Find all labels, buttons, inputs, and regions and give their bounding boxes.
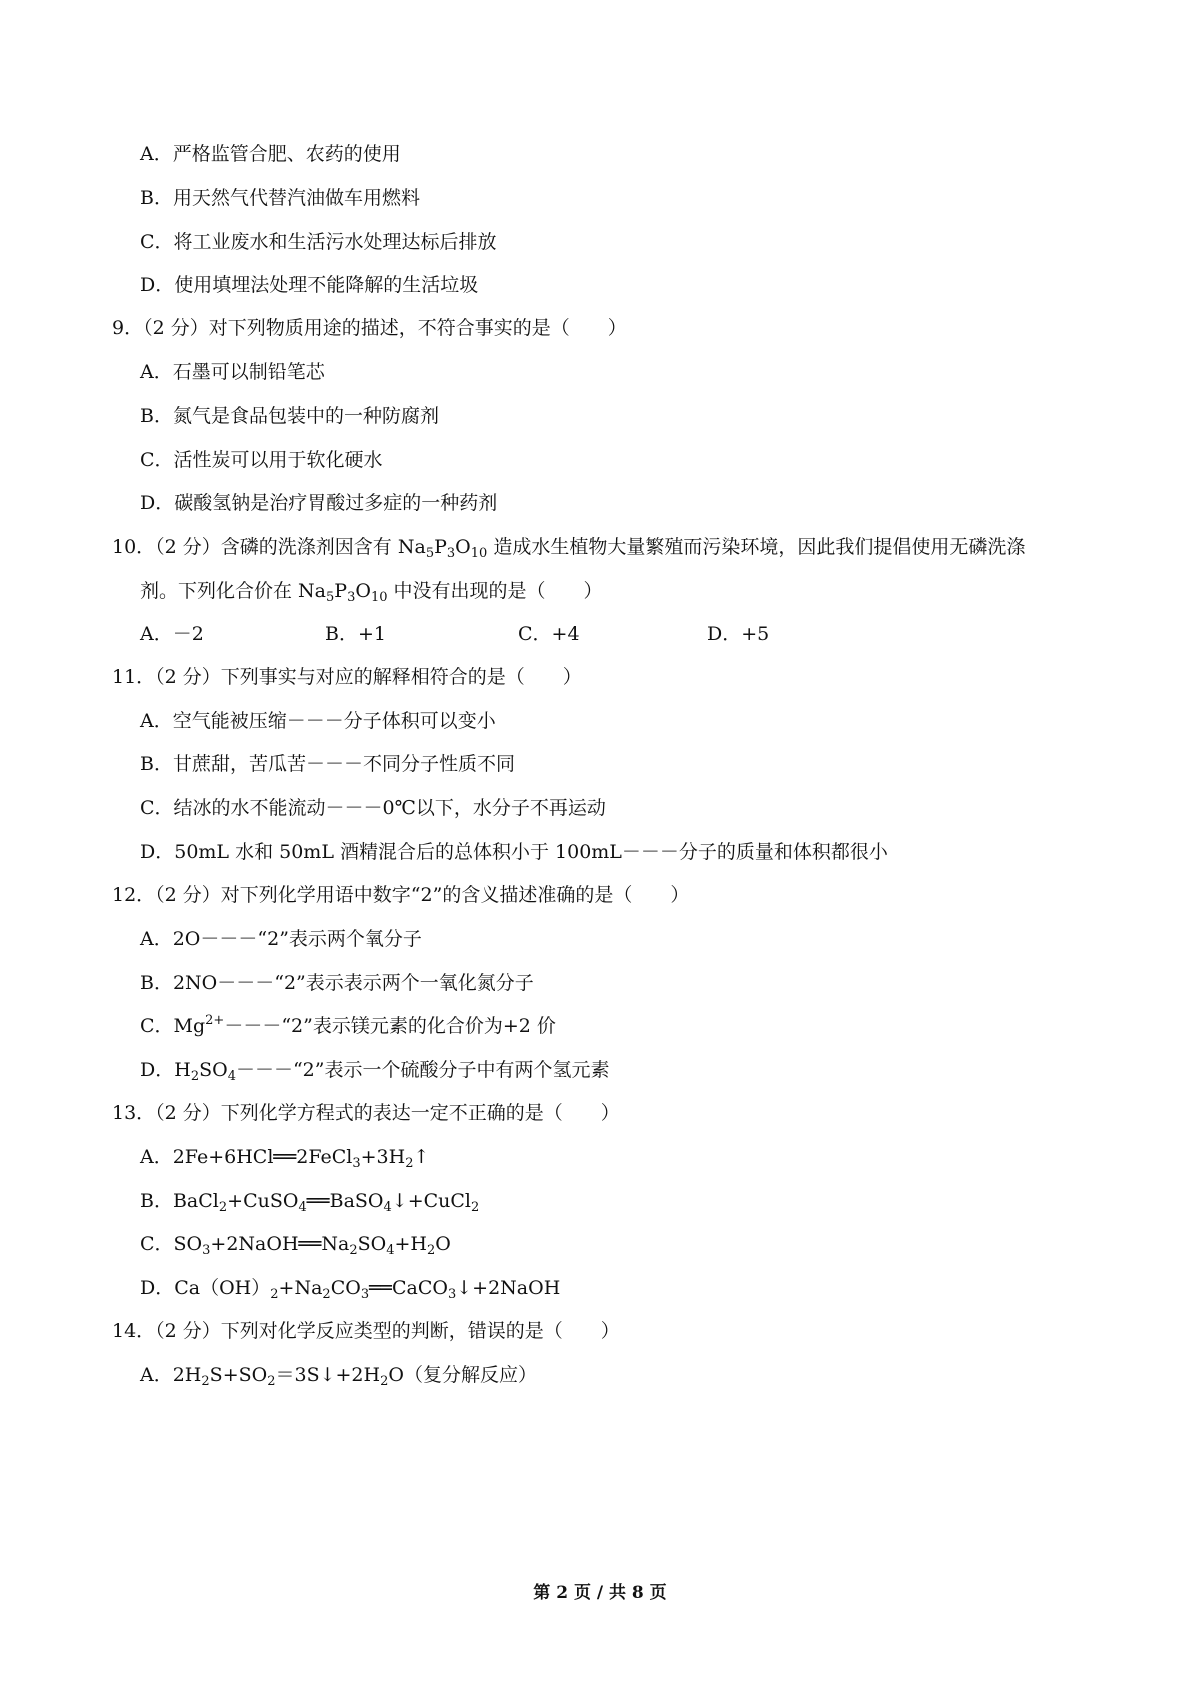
q13-option-c: C．$SO_3+2NaOH══Na_2SO_4+H_2O$	[140, 1233, 451, 1258]
q8-option-d: D．使用填埋法处理不能降解的生活垃圾	[140, 274, 479, 296]
q14-stem: 14．（2 分）下列对化学反应类型的判断，错误的是（ ）	[112, 1320, 620, 1342]
q10-formula: $Na_5P_3O_{10}$	[397, 536, 488, 561]
q9-option-d: D．碳酸氢钠是治疗胃酸过多症的一种药剂	[140, 492, 498, 514]
q8-option-c: C．将工业废水和生活污水处理达标后排放	[140, 231, 497, 253]
q8-option-a: A．严格监管合肥、农药的使用	[140, 143, 401, 165]
q12-stem: 12．（2 分）对下列化学用语中数字“2”的含义描述准确的是（ ）	[112, 884, 690, 906]
q10-stem-line1	[112, 535, 1025, 559]
q12-option-d: D．$H_2SO_4---“2$”表示一个硫酸分子中有两个氢元素	[140, 1059, 610, 1084]
q10-option-d: D．+5	[707, 623, 770, 645]
q11-option-a: A．空气能被压缩－－－分子体积可以变小	[140, 710, 496, 732]
q12-option-c: C．$Mg^{2+}---“2$”表示镁元素的化合价为+2 价	[140, 1013, 556, 1037]
q8-option-b: B．用天然气代替汽油做车用燃料	[140, 187, 420, 209]
q11-option-c: C．结冰的水不能流动－－－0℃以下，水分子不再运动	[140, 797, 606, 819]
q10-option-b: B．+1	[325, 623, 386, 645]
q10-option-c: C．+4	[518, 623, 580, 645]
q10-stem-line2: 剂。下列化合价在 $Na_5P_3O_{10}$ 中没有出现的是（ ）	[140, 580, 603, 605]
q9-option-c: C．活性炭可以用于软化硬水	[140, 449, 383, 471]
q12-option-b: B．2NO－－－“2”表示表示两个一氧化氮分子	[140, 972, 534, 994]
q12-option-a: A．2O－－－“2”表示两个氧分子	[140, 928, 422, 950]
q11-option-b: B．甘蔗甜，苦瓜苦－－－不同分子性质不同	[140, 753, 515, 775]
page-footer: 第 2 页 / 共 8 页	[533, 1583, 667, 1603]
q13-option-a: A．$2Fe+6HCl══2FeCl_3+3H_2↑$	[140, 1146, 430, 1171]
q13-stem: 13．（2 分）下列化学方程式的表达一定不正确的是（ ）	[112, 1102, 620, 1124]
q13-option-d: D．$Ca(OH)_2+Na_2CO_3══CaCO_3↓+2NaOH$	[140, 1277, 561, 1302]
q11-option-d: D．50mL 水和 50mL 酒精混合后的总体积小于 100mL－－－分子的质量和体积都很小	[140, 841, 888, 863]
q9-option-a: A．石墨可以制铅笔芯	[140, 361, 325, 383]
q10-option-a: A．－2	[140, 623, 204, 645]
q9-stem: 9．（2 分）对下列物质用途的描述，不符合事实的是（ ）	[112, 317, 627, 339]
q10-formula-2: $Na_5P_3O_{10}$	[298, 580, 388, 605]
q13-option-b: B．BaCl$_2$+CuSO$_4$══BaSO$_4$↓+CuCl$_2$	[140, 1190, 480, 1215]
q11-stem: 11．（2 分）下列事实与对应的解释相符合的是（ ）	[112, 666, 582, 688]
q9-option-b: B．氮气是食品包装中的一种防腐剂	[140, 405, 439, 427]
q10-stem-post: 造成水生植物大量繁殖而污染环境，因此我们提倡使用无磷洗涤	[487, 536, 1026, 558]
q10-stem-pre: 10．（2 分）含磷的洗涤剂因含有	[112, 536, 398, 558]
q14-option-a: A．$2H_2S+SO_2=3S↓+2H_2O$（复分解反应）	[140, 1364, 537, 1389]
